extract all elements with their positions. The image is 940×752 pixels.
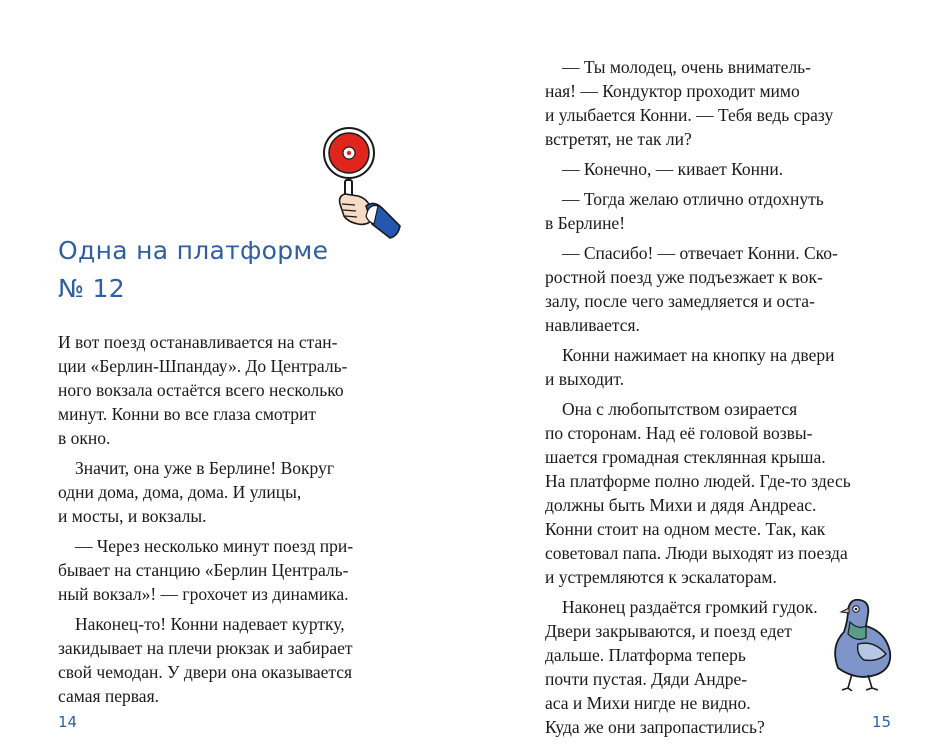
paragraph	[545, 187, 890, 235]
text-line: ростной поезд уже подъезжает к вок-	[545, 267, 823, 287]
text-line: должны быть Михи и дядя Андреас.	[545, 495, 817, 515]
text-line: навливается.	[545, 315, 640, 335]
text-line: бывает на станцию «Берлин Централь-	[58, 560, 349, 580]
paragraph	[545, 55, 890, 151]
chapter-title-line: № 12	[58, 274, 125, 303]
text-line: и улыбается Конни. — Тебя ведь сразу	[545, 105, 834, 125]
text-line: — Конечно, — кивает Конни.	[562, 159, 784, 179]
page-number: 14	[58, 713, 78, 731]
text-line: — Через несколько минут поезд при-	[75, 536, 354, 556]
text-line: ная! — Кондуктор проходит мимо	[545, 81, 800, 101]
text-line: Конни нажимает на кнопку на двери	[562, 345, 835, 365]
text-line: в окно.	[58, 428, 111, 448]
paragraph	[58, 534, 408, 606]
train-signal-paddle-icon	[318, 126, 408, 251]
paragraph	[58, 456, 408, 528]
text-line: ции «Берлин-Шпандау». До Централь-	[58, 356, 348, 376]
text-line: — Ты молодец, очень вниматель-	[562, 57, 811, 77]
page-number: 15	[872, 713, 892, 731]
paragraph	[545, 397, 890, 589]
text-line: и выходит.	[545, 369, 625, 389]
text-line: советовал папа. Люди выходят из поезда	[545, 543, 848, 563]
text-line: Значит, она уже в Берлине! Вокруг	[75, 458, 335, 478]
paragraph	[58, 330, 408, 450]
chapter-title-line: Одна на платформе	[58, 236, 329, 265]
text-line: и устремляются к эскалаторам.	[545, 567, 777, 587]
text-line: Наконец-то! Конни надевает куртку,	[75, 614, 345, 634]
text-line: ный вокзал»! — грохочет из динамика.	[58, 584, 349, 604]
text-line: встретят, не так ли?	[545, 129, 692, 149]
text-line: И вот поезд останавливается на стан-	[58, 332, 338, 352]
left-body-text	[58, 330, 408, 714]
text-line: — Тогда желаю отлично отдохнуть	[562, 189, 824, 209]
text-line: Она с любопытством озирается	[562, 399, 798, 419]
text-line: На платформе полно людей. Где-то здесь	[545, 471, 851, 491]
text-line: дальше. Платформа теперь	[545, 645, 746, 665]
paragraph	[58, 612, 408, 708]
text-line: Конни стоит на одном месте. Так, как	[545, 519, 826, 539]
paragraph	[545, 241, 890, 337]
pigeon-icon	[828, 596, 898, 696]
text-line: ного вокзала остаётся всего несколько	[58, 380, 344, 400]
text-line: — Спасибо! — отвечает Конни. Ско-	[562, 243, 838, 263]
text-line: почти пустая. Дяди Андре-	[545, 669, 748, 689]
text-line: и мосты, и вокзалы.	[58, 506, 207, 526]
text-line: закидывает на плечи рюкзак и забирает	[58, 638, 353, 658]
text-line: минут. Конни во все глаза смотрит	[58, 404, 317, 424]
right-page	[470, 0, 940, 752]
chapter-title	[58, 232, 328, 308]
text-line: самая первая.	[58, 686, 160, 706]
text-line: аса и Михи нигде не видно.	[545, 693, 751, 713]
text-line: по сторонам. Над её головой возвы-	[545, 423, 813, 443]
text-line: Двери закрываются, и поезд едет	[545, 621, 792, 641]
paragraph	[545, 157, 890, 181]
text-line: одни дома, дома, дома. И улицы,	[58, 482, 302, 502]
text-line: Наконец раздаётся громкий гудок.	[562, 597, 818, 617]
text-line: свой чемодан. У двери она оказывается	[58, 662, 353, 682]
paragraph	[545, 343, 890, 391]
text-line: Куда же они запропастились?	[545, 717, 765, 737]
text-line: залу, после чего замедляется и оста-	[545, 291, 815, 311]
text-line: в Берлине!	[545, 213, 626, 233]
text-line: шается громадная стеклянная крыша.	[545, 447, 826, 467]
